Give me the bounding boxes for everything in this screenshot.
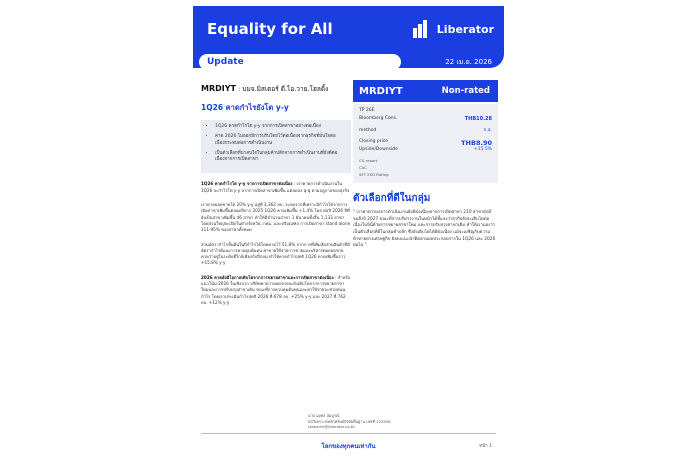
highlight-title: ตัวเลือกที่ดีในกลุ่ม bbox=[353, 193, 431, 204]
row-label: method bbox=[359, 128, 377, 133]
update-label: Update bbox=[199, 54, 401, 70]
summary-bullet: • เป็นตัวเลือกที่น่าสนใจในกลุ่มค้าปลีกจากการดำเนินงานที่ยังดีต่อเนื่องจากการเปิดสาขา bbox=[215, 151, 345, 164]
rating-box bbox=[353, 104, 498, 183]
highlight-text: " เราคาดว่าผลการดำเนินงานยังดีต่อเนื่องจากการเปิดสาขา 210 สาขาต่อปีจนถึงปี 2027 ขณะที่การบริหารงานในหน้าได้ชี้แจงว่าธุรกิจยังจะเติบโตต่อเนื่องในปีนี้ด้วยการขยายสาขาใหม่ และการปรับปรุงสาขาเดิม ทำให้เรามองว่าเป็นตัวเลือกที่ดีในกลุ่มค้าปลีก ซึ่งยังเติบโตได้ดีต่อเนื่อง แม้จะเผชิญกับความท้าทายทางเศรษฐกิจ ยังคงแนะนำติดตามผลประกอบการใน 1Q26 และ 2026 ต่อไป " bbox=[353, 210, 496, 249]
paragraph: เราคาดยอดขายโต 20% y-y อยู่ที่ 3,362 ลบ. จะลดจากที่เพราะมีกำไรได้จากการเปิดสาขาเพิ่มขึ้นตลอดปีจาก 2025 1Q26 คาดเพิ่มขึ้น +1.4% โดย ต่อปี 2026 ปีที่ยังเป็นสาขาเพิ่มขึ้น 46 สาขา ทำให้มีจำนวนสาขา 1 มีนาคมทั้งสิ้น 1,133 สาขา โดยส่วนใหญ่จะเปิดในต่างจังหวัด, กทม. และปริมณฑล การเปิดสาขา stand alone 111-95% ของสาขาทั้งหมด bbox=[201, 202, 351, 233]
row-value: +15.5% bbox=[473, 147, 492, 152]
paragraph-lead: 2026 คาดยังมีโอกาสเติบโตจากการขยายสาขาและการเปิดสาขาต่อเนื่อง bbox=[201, 274, 334, 280]
row-label: Closing price bbox=[359, 139, 389, 144]
logo-text: Liberator bbox=[436, 22, 494, 36]
paragraph-text: : เราคาดการดำเนินงานใน 1Q26 จะกำไรโต y-y จากการเปิดสาขาเพิ่มขึ้น แต่ลดลง q-q ตามฤดูกาลของธุรกิจ bbox=[201, 181, 350, 193]
paragraph bbox=[201, 275, 351, 306]
row-value: THB10.28 bbox=[464, 116, 492, 122]
page-number: หน้า 1 bbox=[479, 444, 492, 449]
summary-box bbox=[201, 120, 351, 173]
logo-bars-icon bbox=[413, 20, 433, 38]
headline: 1Q26 คาดกำไรยังโต y-y bbox=[201, 103, 289, 112]
esg-row: SET ESG Rating bbox=[359, 172, 389, 177]
analyst-name: นาย มงคล สมบูรณ์ bbox=[308, 413, 340, 418]
rating-row bbox=[359, 147, 492, 152]
ticker-symbol: MRDIYT bbox=[201, 84, 236, 93]
row-label: Upside/Downside bbox=[359, 147, 398, 152]
footer-tagline: โลกของทุกคนเท่ากัน bbox=[321, 443, 376, 450]
analyst-title: นักวิเคราะห์หลักทรัพย์ปัจจัยพื้นฐาน เลขที่ 123456 bbox=[308, 418, 391, 424]
analyst-email[interactable]: research@liberator.co.th bbox=[308, 424, 355, 430]
rating-header bbox=[353, 80, 498, 102]
esg-row: CG report bbox=[359, 158, 378, 163]
rating-row bbox=[359, 139, 492, 147]
main-column bbox=[201, 84, 351, 306]
rating-row bbox=[359, 116, 492, 122]
header-banner bbox=[193, 6, 504, 68]
rating-row bbox=[359, 108, 492, 113]
banner-title: Equality for All bbox=[207, 20, 333, 38]
paragraph bbox=[201, 181, 351, 194]
paragraph: ส่วนอัตรากำไรขั้นต้นในปีกำไรได้โดยคาดไว้ 51.8% จากการที่เพิ่มสัดส่วนสินค้าที่มีอัตรากำไรดีและการควบคุมต้นทุน ค่าขายใช้จ่ายการขายและบริหารต่อยอดขายคาดว่าอยู่ในระดับที่ใกล้เคียงกับปีก่อน ทำให้คาดกำไรสุทธิ 1Q26 คาดเพิ่มขึ้นราว +15.8% y-y bbox=[201, 241, 350, 266]
row-value: n.a. bbox=[483, 128, 492, 133]
ticker-company: : บมจ.มิสเตอร์ ดี.ไอ.วาย.โฮลดิ้ง bbox=[236, 85, 329, 93]
ticker-line bbox=[201, 84, 351, 94]
row-label: Bloomberg Cons. bbox=[359, 116, 398, 121]
report-page bbox=[193, 0, 504, 465]
sidebar-column bbox=[353, 80, 498, 250]
row-value: THB8.90 bbox=[461, 139, 492, 147]
liberator-logo bbox=[413, 20, 494, 38]
rating-row bbox=[359, 128, 492, 133]
paragraph-lead: 1Q26 คาดกำไรโต y-y จากการเปิดสาขาต่อเนื่อง bbox=[201, 181, 293, 187]
rating-value: Non-rated bbox=[441, 86, 490, 96]
footer-divider bbox=[201, 433, 496, 434]
summary-bullet: • 1Q26 คาดกำไรโต y-y จากการเปิดสาขาอย่างต่อเนื่อง bbox=[215, 124, 345, 130]
rating-ticker: MRDIYT bbox=[359, 85, 403, 97]
analyst-signature bbox=[308, 413, 391, 430]
row-label: TP 26E bbox=[359, 108, 375, 113]
paragraph-text: : สำหรับแนวโน้ม 2026 ในเชิงบวก บริษัทคาดว่ายอดขายจะยังเติบโตจากการขยายสาขาใหม่และการปรับปรุงสาขาเดิม ขณะที่การควบคุมต้นทุนและค่าใช้จ่ายจะช่วยหนุนกำไร โดยเราประเมินกำไรสุทธิ 2026 ที่ 678 ลบ. +25% y-y และ 2027 ที่ 762 ลบ. +12% y-y bbox=[201, 274, 351, 305]
esg-row: CAC bbox=[359, 165, 367, 170]
report-date: 22 เม.ย. 2026 bbox=[445, 58, 492, 66]
summary-bullet: • คาด 2026 ไม่ออกมีการปรับโดยไว้ต่อเนื่องจากธุรกิจที่มั่นใจต่อเนื่องกระทบต่อการดำเนินงาน bbox=[215, 134, 345, 147]
